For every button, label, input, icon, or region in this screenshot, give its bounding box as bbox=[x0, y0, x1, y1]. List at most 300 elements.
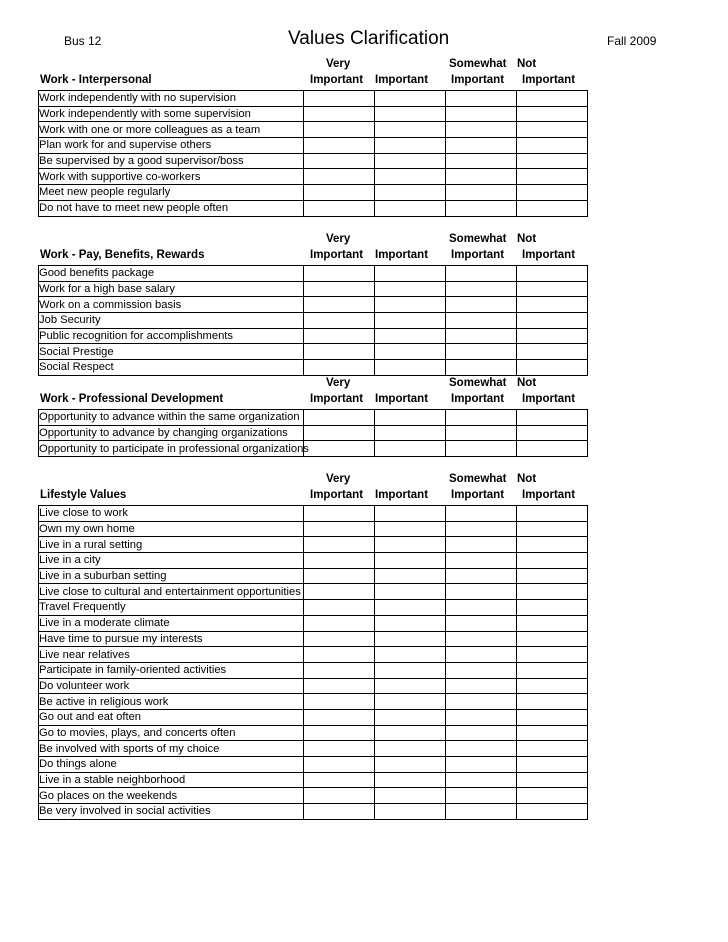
rating-cell-important[interactable] bbox=[375, 266, 446, 282]
table-row bbox=[39, 662, 588, 678]
col-not-important-line1: Not bbox=[517, 58, 537, 70]
section-title: Work - Professional Development bbox=[40, 393, 224, 405]
table-row bbox=[39, 266, 588, 282]
rating-cell-important[interactable] bbox=[375, 153, 446, 169]
table-row bbox=[39, 185, 588, 201]
value-item-label: Go out and eat often bbox=[39, 711, 142, 724]
rating-cell-important[interactable] bbox=[375, 91, 446, 107]
rating-cell-not-important[interactable] bbox=[517, 647, 588, 663]
rating-cell-important[interactable] bbox=[375, 138, 446, 154]
value-item-label: Live close to cultural and entertainment opportunities bbox=[39, 585, 301, 598]
value-item-label: Work independently with no supervision bbox=[39, 92, 236, 105]
col-very-important-line1: Very bbox=[326, 473, 351, 485]
value-item-label: Live close to work bbox=[39, 507, 128, 520]
values-table bbox=[38, 90, 588, 217]
rating-cell-somewhat-important[interactable] bbox=[446, 153, 517, 169]
col-somewhat-important-line1: Somewhat bbox=[449, 473, 507, 485]
value-item-label: Work on a commission basis bbox=[39, 298, 182, 311]
rating-cell-important[interactable] bbox=[375, 360, 446, 376]
value-item-cell bbox=[39, 153, 304, 169]
value-item-cell bbox=[39, 553, 304, 569]
value-item-cell bbox=[39, 678, 304, 694]
rating-cell-very-important[interactable] bbox=[304, 200, 375, 216]
rating-cell-not-important[interactable] bbox=[517, 185, 588, 201]
section-work-interpersonal bbox=[38, 58, 588, 217]
rating-cell-somewhat-important[interactable] bbox=[446, 568, 517, 584]
rating-cell-somewhat-important[interactable] bbox=[446, 344, 517, 360]
table-row bbox=[39, 91, 588, 107]
value-item-label: Be active in religious work bbox=[39, 695, 169, 708]
value-item-cell bbox=[39, 138, 304, 154]
rating-cell-not-important[interactable] bbox=[517, 537, 588, 553]
rating-cell-very-important[interactable] bbox=[304, 169, 375, 185]
rating-cell-somewhat-important[interactable] bbox=[446, 678, 517, 694]
rating-cell-important[interactable] bbox=[375, 537, 446, 553]
section-work-pay-benefits bbox=[38, 233, 588, 376]
rating-cell-not-important[interactable] bbox=[517, 772, 588, 788]
values-table bbox=[38, 409, 588, 457]
value-item-label: Have time to pursue my interests bbox=[39, 632, 203, 645]
rating-cell-important[interactable] bbox=[375, 169, 446, 185]
rating-cell-not-important[interactable] bbox=[517, 615, 588, 631]
rating-cell-very-important[interactable] bbox=[304, 313, 375, 329]
col-somewhat-important-line2: Important bbox=[451, 393, 505, 405]
value-item-label: Live in a city bbox=[39, 554, 101, 567]
rating-cell-somewhat-important[interactable] bbox=[446, 506, 517, 522]
value-item-label: Opportunity to advance by changing organizations bbox=[39, 427, 288, 440]
rating-cell-somewhat-important[interactable] bbox=[446, 425, 517, 441]
table-row bbox=[39, 138, 588, 154]
col-very-important-line1: Very bbox=[326, 377, 351, 389]
col-not-important-line2: Important bbox=[522, 74, 576, 86]
rating-cell-very-important[interactable] bbox=[304, 804, 375, 820]
rating-cell-important[interactable] bbox=[375, 122, 446, 138]
value-item-label: Work with one or more colleagues as a team bbox=[39, 123, 261, 136]
rating-cell-very-important[interactable] bbox=[304, 441, 375, 457]
col-not-important-line1: Not bbox=[517, 377, 537, 389]
rating-cell-not-important[interactable] bbox=[517, 328, 588, 344]
section-work-professional-development bbox=[38, 377, 588, 457]
rating-cell-very-important[interactable] bbox=[304, 788, 375, 804]
rating-cell-somewhat-important[interactable] bbox=[446, 266, 517, 282]
rating-cell-not-important[interactable] bbox=[517, 568, 588, 584]
value-item-cell bbox=[39, 600, 304, 616]
value-item-label: Plan work for and supervise others bbox=[39, 139, 212, 152]
value-item-label: Opportunity to advance within the same organization bbox=[39, 411, 300, 424]
rating-cell-somewhat-important[interactable] bbox=[446, 281, 517, 297]
rating-cell-not-important[interactable] bbox=[517, 106, 588, 122]
value-item-label: Live in a stable neighborhood bbox=[39, 774, 186, 787]
table-row bbox=[39, 553, 588, 569]
rating-cell-not-important[interactable] bbox=[517, 741, 588, 757]
rating-cell-not-important[interactable] bbox=[517, 344, 588, 360]
rating-cell-somewhat-important[interactable] bbox=[446, 91, 517, 107]
rating-cell-not-important[interactable] bbox=[517, 804, 588, 820]
value-item-label: Do things alone bbox=[39, 758, 117, 771]
table-row bbox=[39, 568, 588, 584]
value-item-cell bbox=[39, 537, 304, 553]
col-very-important-line2: Important bbox=[310, 74, 364, 86]
value-item-cell bbox=[39, 506, 304, 522]
rating-cell-important[interactable] bbox=[375, 425, 446, 441]
rating-cell-not-important[interactable] bbox=[517, 694, 588, 710]
rating-cell-important[interactable] bbox=[375, 725, 446, 741]
rating-cell-not-important[interactable] bbox=[517, 360, 588, 376]
rating-cell-somewhat-important[interactable] bbox=[446, 200, 517, 216]
rating-cell-somewhat-important[interactable] bbox=[446, 328, 517, 344]
rating-cell-somewhat-important[interactable] bbox=[446, 788, 517, 804]
rating-cell-somewhat-important[interactable] bbox=[446, 615, 517, 631]
section-title: Work - Pay, Benefits, Rewards bbox=[40, 249, 205, 261]
rating-cell-not-important[interactable] bbox=[517, 678, 588, 694]
rating-cell-very-important[interactable] bbox=[304, 425, 375, 441]
rating-cell-very-important[interactable] bbox=[304, 757, 375, 773]
rating-cell-important[interactable] bbox=[375, 297, 446, 313]
col-important: Important bbox=[375, 489, 429, 501]
rating-cell-very-important[interactable] bbox=[304, 600, 375, 616]
rating-cell-very-important[interactable] bbox=[304, 662, 375, 678]
table-row bbox=[39, 344, 588, 360]
value-item-cell bbox=[39, 647, 304, 663]
rating-cell-important[interactable] bbox=[375, 631, 446, 647]
value-item-cell bbox=[39, 313, 304, 329]
rating-cell-somewhat-important[interactable] bbox=[446, 709, 517, 725]
rating-cell-somewhat-important[interactable] bbox=[446, 169, 517, 185]
value-item-label: Good benefits package bbox=[39, 267, 155, 280]
value-item-cell bbox=[39, 185, 304, 201]
value-item-cell bbox=[39, 615, 304, 631]
table-row bbox=[39, 615, 588, 631]
rating-cell-somewhat-important[interactable] bbox=[446, 537, 517, 553]
rating-cell-important[interactable] bbox=[375, 521, 446, 537]
rating-cell-very-important[interactable] bbox=[304, 91, 375, 107]
value-item-label: Work independently with some supervision bbox=[39, 108, 251, 121]
table-row bbox=[39, 441, 588, 457]
table-row bbox=[39, 425, 588, 441]
rating-cell-not-important[interactable] bbox=[517, 297, 588, 313]
table-row bbox=[39, 772, 588, 788]
values-table bbox=[38, 265, 588, 376]
col-very-important-line2: Important bbox=[310, 249, 364, 261]
rating-cell-very-important[interactable] bbox=[304, 328, 375, 344]
rating-cell-important[interactable] bbox=[375, 441, 446, 457]
rating-cell-not-important[interactable] bbox=[517, 553, 588, 569]
value-item-cell bbox=[39, 521, 304, 537]
rating-cell-very-important[interactable] bbox=[304, 709, 375, 725]
rating-cell-not-important[interactable] bbox=[517, 410, 588, 426]
col-not-important-line2: Important bbox=[522, 393, 576, 405]
rating-cell-not-important[interactable] bbox=[517, 91, 588, 107]
col-very-important-line1: Very bbox=[326, 233, 351, 245]
value-item-label: Social Prestige bbox=[39, 345, 114, 358]
rating-cell-somewhat-important[interactable] bbox=[446, 757, 517, 773]
col-very-important-line2: Important bbox=[310, 489, 364, 501]
rating-cell-important[interactable] bbox=[375, 506, 446, 522]
rating-cell-not-important[interactable] bbox=[517, 725, 588, 741]
value-item-cell bbox=[39, 804, 304, 820]
rating-cell-important[interactable] bbox=[375, 615, 446, 631]
rating-cell-important[interactable] bbox=[375, 584, 446, 600]
values-table bbox=[38, 505, 588, 820]
value-item-label: Live in a rural setting bbox=[39, 538, 143, 551]
rating-cell-important[interactable] bbox=[375, 281, 446, 297]
rating-cell-somewhat-important[interactable] bbox=[446, 297, 517, 313]
rating-cell-not-important[interactable] bbox=[517, 584, 588, 600]
section-column-header bbox=[38, 233, 588, 265]
rating-cell-very-important[interactable] bbox=[304, 153, 375, 169]
table-row bbox=[39, 600, 588, 616]
value-item-cell bbox=[39, 425, 304, 441]
table-row bbox=[39, 169, 588, 185]
table-row bbox=[39, 537, 588, 553]
value-item-cell bbox=[39, 281, 304, 297]
rating-cell-important[interactable] bbox=[375, 328, 446, 344]
rating-cell-not-important[interactable] bbox=[517, 425, 588, 441]
col-not-important-line2: Important bbox=[522, 489, 576, 501]
rating-cell-very-important[interactable] bbox=[304, 122, 375, 138]
rating-cell-somewhat-important[interactable] bbox=[446, 185, 517, 201]
rating-cell-important[interactable] bbox=[375, 709, 446, 725]
table-row bbox=[39, 631, 588, 647]
rating-cell-not-important[interactable] bbox=[517, 200, 588, 216]
value-item-cell bbox=[39, 662, 304, 678]
rating-cell-important[interactable] bbox=[375, 313, 446, 329]
rating-cell-very-important[interactable] bbox=[304, 725, 375, 741]
rating-cell-important[interactable] bbox=[375, 200, 446, 216]
rating-cell-not-important[interactable] bbox=[517, 441, 588, 457]
course-label: Bus 12 bbox=[64, 34, 102, 48]
table-row bbox=[39, 106, 588, 122]
col-not-important-line2: Important bbox=[522, 249, 576, 261]
value-item-cell bbox=[39, 584, 304, 600]
rating-cell-very-important[interactable] bbox=[304, 281, 375, 297]
rating-cell-somewhat-important[interactable] bbox=[446, 600, 517, 616]
value-item-cell bbox=[39, 725, 304, 741]
table-row bbox=[39, 281, 588, 297]
value-item-cell bbox=[39, 410, 304, 426]
rating-cell-important[interactable] bbox=[375, 600, 446, 616]
rating-cell-very-important[interactable] bbox=[304, 678, 375, 694]
value-item-cell bbox=[39, 169, 304, 185]
value-item-cell bbox=[39, 772, 304, 788]
table-row bbox=[39, 410, 588, 426]
col-not-important-line1: Not bbox=[517, 233, 537, 245]
rating-cell-very-important[interactable] bbox=[304, 297, 375, 313]
value-item-cell bbox=[39, 788, 304, 804]
col-important: Important bbox=[375, 393, 429, 405]
value-item-cell bbox=[39, 344, 304, 360]
rating-cell-important[interactable] bbox=[375, 553, 446, 569]
table-row bbox=[39, 757, 588, 773]
rating-cell-very-important[interactable] bbox=[304, 521, 375, 537]
value-item-label: Live near relatives bbox=[39, 648, 130, 661]
rating-cell-important[interactable] bbox=[375, 741, 446, 757]
table-row bbox=[39, 297, 588, 313]
rating-cell-very-important[interactable] bbox=[304, 266, 375, 282]
rating-cell-very-important[interactable] bbox=[304, 631, 375, 647]
rating-cell-very-important[interactable] bbox=[304, 344, 375, 360]
col-very-important-line2: Important bbox=[310, 393, 364, 405]
rating-cell-somewhat-important[interactable] bbox=[446, 122, 517, 138]
value-item-label: Be supervised by a good supervisor/boss bbox=[39, 155, 244, 168]
value-item-cell bbox=[39, 266, 304, 282]
rating-cell-important[interactable] bbox=[375, 106, 446, 122]
rating-cell-not-important[interactable] bbox=[517, 600, 588, 616]
table-row bbox=[39, 678, 588, 694]
rating-cell-important[interactable] bbox=[375, 647, 446, 663]
col-somewhat-important-line1: Somewhat bbox=[449, 233, 507, 245]
value-item-label: Travel Frequently bbox=[39, 601, 126, 614]
table-row bbox=[39, 584, 588, 600]
rating-cell-very-important[interactable] bbox=[304, 106, 375, 122]
rating-cell-somewhat-important[interactable] bbox=[446, 804, 517, 820]
value-item-cell bbox=[39, 328, 304, 344]
rating-cell-important[interactable] bbox=[375, 772, 446, 788]
col-very-important-line1: Very bbox=[326, 58, 351, 70]
value-item-cell bbox=[39, 441, 309, 457]
rating-cell-somewhat-important[interactable] bbox=[446, 360, 517, 376]
rating-cell-very-important[interactable] bbox=[304, 772, 375, 788]
table-row bbox=[39, 709, 588, 725]
value-item-label: Do not have to meet new people often bbox=[39, 202, 229, 215]
rating-cell-somewhat-important[interactable] bbox=[446, 410, 517, 426]
value-item-cell bbox=[39, 106, 304, 122]
rating-cell-not-important[interactable] bbox=[517, 281, 588, 297]
value-item-cell bbox=[39, 297, 304, 313]
rating-cell-not-important[interactable] bbox=[517, 757, 588, 773]
rating-cell-very-important[interactable] bbox=[304, 553, 375, 569]
rating-cell-not-important[interactable] bbox=[517, 521, 588, 537]
rating-cell-somewhat-important[interactable] bbox=[446, 313, 517, 329]
rating-cell-important[interactable] bbox=[375, 788, 446, 804]
rating-cell-somewhat-important[interactable] bbox=[446, 772, 517, 788]
rating-cell-important[interactable] bbox=[375, 804, 446, 820]
value-item-label: Job Security bbox=[39, 314, 101, 327]
col-somewhat-important-line2: Important bbox=[451, 74, 505, 86]
rating-cell-somewhat-important[interactable] bbox=[446, 741, 517, 757]
rating-cell-somewhat-important[interactable] bbox=[446, 106, 517, 122]
rating-cell-important[interactable] bbox=[375, 757, 446, 773]
rating-cell-very-important[interactable] bbox=[304, 694, 375, 710]
value-item-label: Live in a moderate climate bbox=[39, 617, 170, 630]
value-item-label: Be very involved in social activities bbox=[39, 805, 211, 818]
col-somewhat-important-line2: Important bbox=[451, 249, 505, 261]
value-item-label: Do volunteer work bbox=[39, 679, 130, 692]
col-important: Important bbox=[375, 74, 429, 86]
section-column-header bbox=[38, 377, 588, 409]
rating-cell-very-important[interactable] bbox=[304, 741, 375, 757]
table-row bbox=[39, 153, 588, 169]
table-row bbox=[39, 328, 588, 344]
section-lifestyle-values bbox=[38, 473, 588, 820]
table-row bbox=[39, 360, 588, 376]
rating-cell-somewhat-important[interactable] bbox=[446, 694, 517, 710]
page-header bbox=[0, 26, 728, 48]
value-item-label: Own my own home bbox=[39, 523, 135, 536]
rating-cell-somewhat-important[interactable] bbox=[446, 441, 517, 457]
rating-cell-not-important[interactable] bbox=[517, 662, 588, 678]
value-item-label: Participate in family-oriented activities bbox=[39, 664, 227, 677]
rating-cell-very-important[interactable] bbox=[304, 410, 375, 426]
value-item-cell bbox=[39, 709, 304, 725]
rating-cell-important[interactable] bbox=[375, 185, 446, 201]
rating-cell-very-important[interactable] bbox=[304, 647, 375, 663]
table-row bbox=[39, 506, 588, 522]
rating-cell-very-important[interactable] bbox=[304, 584, 375, 600]
rating-cell-somewhat-important[interactable] bbox=[446, 553, 517, 569]
table-row bbox=[39, 788, 588, 804]
rating-cell-not-important[interactable] bbox=[517, 138, 588, 154]
table-row bbox=[39, 647, 588, 663]
value-item-label: Be involved with sports of my choice bbox=[39, 742, 220, 755]
rating-cell-important[interactable] bbox=[375, 410, 446, 426]
rating-cell-very-important[interactable] bbox=[304, 537, 375, 553]
rating-cell-somewhat-important[interactable] bbox=[446, 725, 517, 741]
rating-cell-somewhat-important[interactable] bbox=[446, 584, 517, 600]
value-item-label: Meet new people regularly bbox=[39, 186, 171, 199]
rating-cell-somewhat-important[interactable] bbox=[446, 138, 517, 154]
rating-cell-not-important[interactable] bbox=[517, 266, 588, 282]
rating-cell-somewhat-important[interactable] bbox=[446, 631, 517, 647]
rating-cell-important[interactable] bbox=[375, 662, 446, 678]
rating-cell-important[interactable] bbox=[375, 694, 446, 710]
table-row bbox=[39, 741, 588, 757]
rating-cell-not-important[interactable] bbox=[517, 506, 588, 522]
value-item-cell bbox=[39, 741, 304, 757]
value-item-label: Live in a suburban setting bbox=[39, 570, 167, 583]
rating-cell-not-important[interactable] bbox=[517, 122, 588, 138]
table-row bbox=[39, 804, 588, 820]
rating-cell-not-important[interactable] bbox=[517, 313, 588, 329]
value-item-cell bbox=[39, 631, 304, 647]
rating-cell-somewhat-important[interactable] bbox=[446, 662, 517, 678]
rating-cell-very-important[interactable] bbox=[304, 615, 375, 631]
rating-cell-very-important[interactable] bbox=[304, 138, 375, 154]
col-somewhat-important-line1: Somewhat bbox=[449, 377, 507, 389]
value-item-label: Work for a high base salary bbox=[39, 283, 175, 296]
rating-cell-not-important[interactable] bbox=[517, 153, 588, 169]
col-somewhat-important-line2: Important bbox=[451, 489, 505, 501]
rating-cell-very-important[interactable] bbox=[304, 568, 375, 584]
rating-cell-important[interactable] bbox=[375, 678, 446, 694]
value-item-cell bbox=[39, 200, 304, 216]
rating-cell-very-important[interactable] bbox=[304, 506, 375, 522]
rating-cell-important[interactable] bbox=[375, 568, 446, 584]
table-row bbox=[39, 313, 588, 329]
rating-cell-very-important[interactable] bbox=[304, 360, 375, 376]
table-row bbox=[39, 725, 588, 741]
rating-cell-not-important[interactable] bbox=[517, 169, 588, 185]
rating-cell-not-important[interactable] bbox=[517, 788, 588, 804]
rating-cell-somewhat-important[interactable] bbox=[446, 647, 517, 663]
rating-cell-not-important[interactable] bbox=[517, 631, 588, 647]
table-row bbox=[39, 694, 588, 710]
rating-cell-very-important[interactable] bbox=[304, 185, 375, 201]
col-somewhat-important-line1: Somewhat bbox=[449, 58, 507, 70]
rating-cell-not-important[interactable] bbox=[517, 709, 588, 725]
section-title: Work - Interpersonal bbox=[40, 74, 152, 86]
col-important: Important bbox=[375, 249, 429, 261]
section-column-header bbox=[38, 58, 588, 90]
section-column-header bbox=[38, 473, 588, 505]
rating-cell-somewhat-important[interactable] bbox=[446, 521, 517, 537]
value-item-cell bbox=[39, 568, 304, 584]
table-row bbox=[39, 122, 588, 138]
value-item-cell bbox=[39, 91, 304, 107]
value-item-label: Go to movies, plays, and concerts often bbox=[39, 726, 236, 739]
rating-cell-important[interactable] bbox=[375, 344, 446, 360]
value-item-label: Social Respect bbox=[39, 361, 114, 374]
